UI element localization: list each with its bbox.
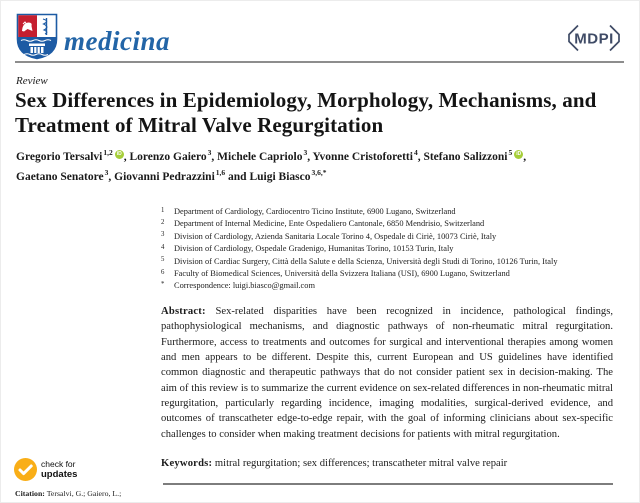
author-name: Luigi Biasco [249,170,311,183]
abstract-label: Abstract: [161,306,206,317]
affiliation-row [161,256,623,268]
affiliation-number: 1 [161,206,165,214]
author-affiliation-sup: 5 [508,148,513,157]
author-name: Giovanni Pedrazzini [114,170,215,183]
author-affiliation-sup: 4 [413,148,418,157]
author-affiliation-sup: 3 [207,148,212,157]
keywords-line [161,458,613,469]
affiliation-row [161,218,623,230]
affiliation-number: 5 [161,256,165,264]
affiliation-number: 2 [161,218,165,226]
author-affiliation-sup: 3 [104,167,109,177]
author-name: Stefano Salizzoni [423,150,508,163]
medicina-journal-logo-icon[interactable] [16,13,58,60]
affiliation-text: Department of Internal Medicine, Ente Ospedaliero Cantonale, 6850 Mendrisio, Switzerland [174,219,485,229]
affiliation-row [161,206,623,218]
journal-name: medicina [64,26,170,56]
author-name: Gregorio Tersalvi [16,150,103,163]
affiliation-text: Division of Cardiology, Azienda Sanitaria Locale Torino 4, Ospedale di Ciriè, 10073 Ciriè, Italy [174,231,497,241]
author-name: Yvonne Cristoforetti [312,150,413,163]
author-list: Gregorio Tersalvi$^{1,2}$ iD , Lorenzo Gaiero$^3$, Michele Capriolo$^3$, Yvonne Cristoforetti$^4$, Stefano Salizzoni$^5$ iD , Gaetano Senatore$^3$, Giovanni Pedrazzini$^{1,6}$ and Luigi Biasco$^{3,6,*}$ [16,148,527,183]
affiliation-list [161,206,623,293]
keywords-label: Keywords: [161,458,213,469]
article-type-label: Review [16,75,48,87]
affiliation-row [161,268,623,280]
check-circle-icon [14,458,37,481]
citation-text: Tersalvi, G.; Gaiero, L.; [44,489,122,498]
check-for-updates-badge[interactable] [14,458,77,481]
orcid-icon[interactable]: iD [516,151,522,157]
citation-label: Citation: [15,489,45,498]
affiliation-text: Division of Cardiac Surgery, Città della Salute e della Scienza, Università degli Studi di Torino, 10126 Turin, Italy [174,256,558,266]
mdpi-logo[interactable] [565,23,623,53]
author-name: Lorenzo Gaiero [129,150,207,163]
abstract-paragraph [161,304,613,442]
affiliation-text: Faculty of Biomedical Sciences, Università della Svizzera Italiana (USI), 6900 Lugano, Switzerland [174,269,510,279]
header-divider [15,61,624,63]
affiliation-text: Division of Cardiology, Ospedale Gradenigo, Humanitas Torino, 10153 Turin, Italy [174,244,454,254]
affiliation-row [161,280,623,292]
check-for-updates-text [41,460,77,479]
abstract-text: Sex-related disparities have been recognized in incidence, pathological findings, pathophysiological mechanisms, and diagnostic pathways of non-rheumatic mitral regurgitation. Furthermore, access to treatments and outcomes for surgical and interventional therapies among women and men appears to be different. Despite this, current European and US guidelines have identified common diagnostic and therapeutic pathways that do not consider patient sex in decision-making. The aim of this review is to summarize the current evidence on sex-related differences in non-rheumatic mitral regurgitation, particularly regarding incidence, imaging modalities, surgical-derived evidence, and outcomes of transcatheter edge-to-edge repair, with the goal of informing clinicians about sex-specific challenges to consider when making treatment decisions for patients with mitral regurgitation. [161,306,613,440]
affiliation-row [161,243,623,255]
affiliation-number: 6 [161,268,165,276]
affiliation-text: Department of Cardiology, Cardiocentro Ticino Institute, 6900 Lugano, Switzerland [174,207,456,216]
badge-line1: check for [41,459,76,469]
orcid-icon[interactable]: iD [116,151,122,157]
author-name: Michele Capriolo [217,150,303,163]
author-affiliation-sup: 1,6 [215,167,226,177]
author-affiliation-sup: 1,2 [103,148,113,157]
affiliation-text[interactable]: Correspondence: luigi.biasco@gmail.com [174,281,315,291]
author-affiliation-sup: 3,6,* [311,167,327,177]
author-affiliation-sup: 3 [303,148,308,157]
citation-line [15,489,145,499]
affiliation-row [161,231,623,243]
affiliation-number: 3 [161,231,165,239]
article-title: Sex Differences in Epidemiology, Morphology, Mechanisms, and Treatment of Mitral Valve Regurgitation [15,88,597,137]
affiliation-number: 4 [161,243,165,251]
badge-line2: updates [41,468,78,480]
author-name: Gaetano Senatore [16,170,104,183]
keywords-divider [163,483,613,485]
affiliation-number: * [161,280,165,288]
mdpi-logo-text: MDPI [574,30,614,48]
keywords-text: mitral regurgitation; sex differences; transcatheter mitral valve repair [212,458,508,469]
